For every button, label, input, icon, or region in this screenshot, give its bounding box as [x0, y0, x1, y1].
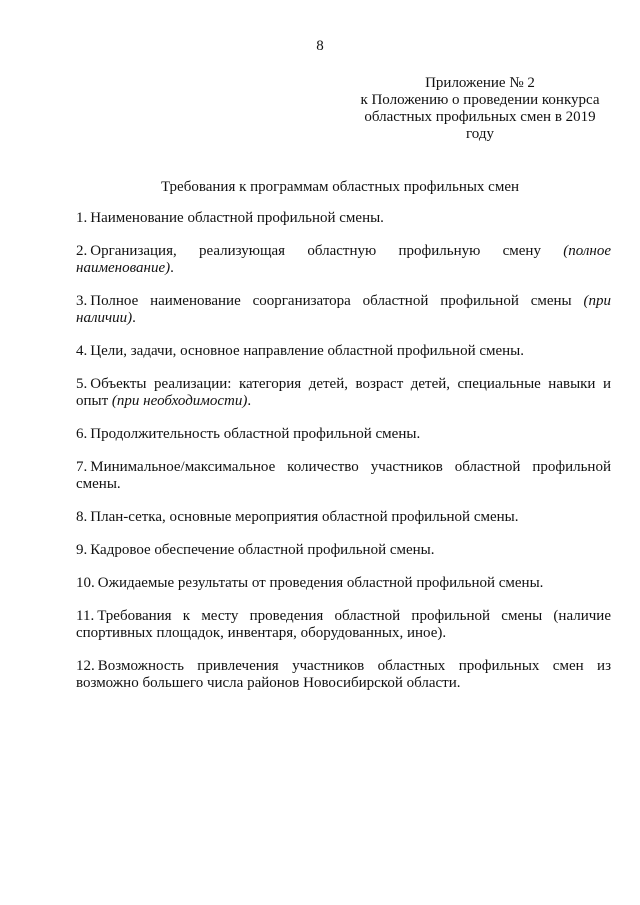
item-text: Ожидаемые результаты от проведения областной профильной смены. — [97, 575, 544, 591]
item-note: (полное наименование) — [76, 243, 611, 276]
item-number: 6. — [76, 426, 88, 442]
item-text: Объекты реализации: категория детей, возраст детей, специальные навыки и опыт — [76, 376, 611, 409]
appendix-line: областных профильных смен в 2019 — [364, 109, 596, 125]
list-item — [76, 542, 611, 559]
item-number: 11. — [76, 608, 95, 624]
item-note: (при необходимости) — [111, 393, 248, 409]
list-item — [76, 243, 611, 277]
item-number: 4. — [76, 343, 88, 359]
item-tail: . — [132, 310, 136, 326]
appendix-line: году — [466, 126, 494, 142]
list-item — [76, 575, 611, 592]
item-note: (при наличии) — [76, 293, 611, 326]
item-number: 9. — [76, 542, 88, 558]
item-text: Требования к месту проведения областной профильной смены (наличие спортивных площадок, инвентаря, оборудованных, иное). — [76, 608, 611, 641]
item-text: План-сетка, основные мероприятия областной профильной смены. — [90, 509, 519, 525]
list-item — [76, 210, 611, 227]
item-text: Полное наименование соорганизатора областной профильной смены — [90, 293, 584, 309]
item-number: 5. — [76, 376, 88, 392]
item-tail: . — [247, 393, 252, 409]
list-item — [76, 426, 611, 443]
item-number: 10. — [76, 575, 95, 591]
item-number: 3. — [76, 293, 88, 309]
item-number: 2. — [76, 243, 88, 259]
list-item — [76, 658, 611, 692]
item-text: Организация, реализующая областную профильную смену — [90, 243, 564, 259]
item-text: Возможность привлечения участников областных профильных смен из возможно большего числа районов Новосибирской области. — [76, 658, 611, 691]
item-number: 1. — [76, 210, 88, 226]
item-number: 7. — [76, 459, 88, 475]
list-item — [76, 376, 611, 410]
list-item — [76, 509, 611, 526]
item-tail: . — [170, 260, 174, 276]
item-text: Минимальное/максимальное количество участников областной профильной смены. — [76, 459, 611, 492]
appendix-line: Приложение № 2 — [425, 75, 535, 91]
requirements-list — [76, 210, 611, 708]
item-text: Кадровое обеспечение областной профильной смены. — [90, 542, 435, 558]
document-heading: Требования к программам областных профильных смен — [160, 179, 520, 195]
list-item — [76, 459, 611, 493]
appendix-line: к Положению о проведении конкурса — [360, 92, 600, 108]
list-item — [76, 343, 611, 360]
item-text: Цели, задачи, основное направление областной профильной смены. — [90, 343, 525, 359]
item-number: 8. — [76, 509, 88, 525]
appendix-header — [350, 75, 610, 143]
item-number: 12. — [76, 658, 95, 674]
list-item — [76, 293, 611, 327]
list-item — [76, 608, 611, 642]
page-number: 8 — [316, 38, 324, 54]
item-text: Продолжительность областной профильной смены. — [90, 426, 421, 442]
item-text: Наименование областной профильной смены. — [90, 210, 384, 226]
